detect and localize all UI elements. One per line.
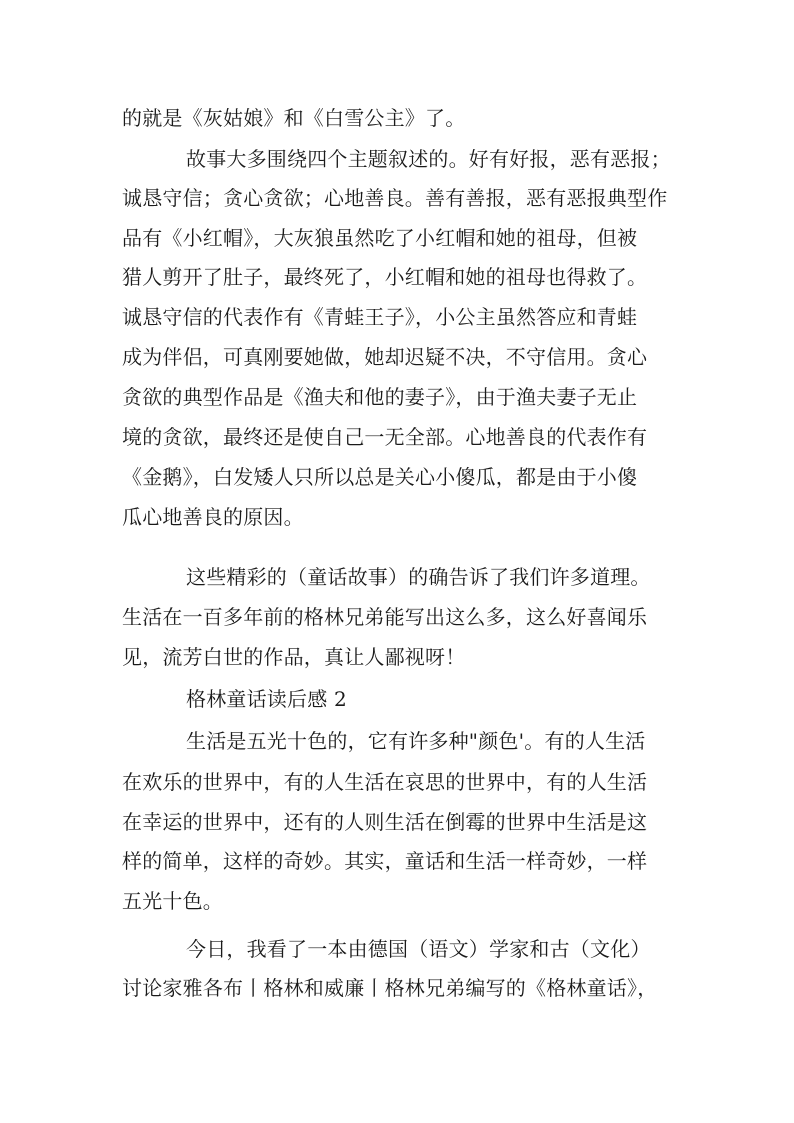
- text-line: 诚恳守信；贪心贪欲；心地善良。善有善报，恶有恶报典型作: [122, 186, 668, 210]
- text-line: 在幸运的世界中，还有的人则生活在倒霉的世界中生活是这: [122, 810, 648, 834]
- text-line: 诚恳守信的代表作有《青蛙王子》，小公主虽然答应和青蛙: [122, 305, 638, 329]
- text-line: 成为伴侣，可真刚要她做，她却迟疑不决，不守信用。贪心: [122, 345, 648, 369]
- text-line: 猎人剪开了肚子，最终死了，小红帽和她的祖母也得救了。: [122, 265, 648, 289]
- text-line: 讨论家雅各布丨格林和威廉丨格林兄弟编写的《格林童话》，: [122, 976, 658, 1000]
- text-line: 的就是《灰姑娘》和《白雪公主》了。: [122, 106, 466, 130]
- paragraph-start-line: 今日，我看了一本由德国（语文）学家和古（文化）: [186, 937, 651, 961]
- text-line: 见，流芳白世的作品，真让人鄙视呀！: [122, 645, 466, 669]
- text-line: 瓜心地善良的原因。: [122, 505, 304, 529]
- text-line: 品有《小红帽》，大灰狼虽然吃了小红帽和她的祖母，但被: [122, 226, 638, 250]
- paragraph-start-line: 生活是五光十色的，它有许多种"颜色'。有的人生活: [186, 729, 646, 753]
- text-line: 在欢乐的世界中，有的人生活在哀思的世界中，有的人生活: [122, 770, 648, 794]
- text-line: 五光十色。: [122, 889, 223, 913]
- paragraph-start-line: 这些精彩的（童话故事）的确告诉了我们许多道理。: [186, 565, 651, 589]
- text-line: 生活在一百多年前的格林兄弟能写出这么多，这么好喜闻乐: [122, 605, 648, 629]
- text-line: 贪欲的典型作品是《渔夫和他的妻子》，由于渔夫妻子无止: [122, 385, 638, 409]
- text-line: 境的贪欲，最终还是使自己一无全部。心地善良的代表作有: [122, 425, 648, 449]
- section-heading: 格林童话读后感 2: [186, 687, 347, 711]
- paragraph-start-line: 故事大多围绕四个主题叙述的。好有好报，恶有恶报；: [186, 147, 671, 171]
- text-line: 《金鹅》，白发矮人只所以总是关心小傻瓜，都是由于小傻: [122, 465, 638, 489]
- text-line: 样的简单，这样的奇妙。其实，童话和生活一样奇妙，一样: [122, 849, 648, 873]
